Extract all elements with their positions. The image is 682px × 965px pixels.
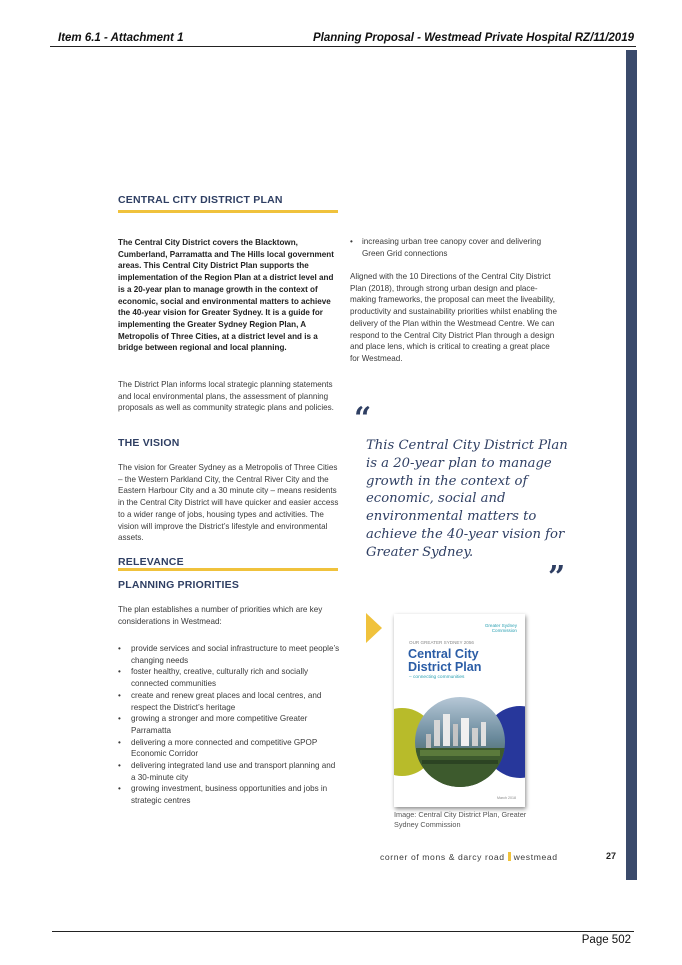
- header-attachment-label: Item 6.1 - Attachment 1: [58, 32, 184, 44]
- list-item: • growing a stronger and more competitive Greater Parramatta: [118, 713, 340, 736]
- list-item: • growing investment, business opportunities and jobs in strategic centres: [118, 783, 340, 806]
- footer-divider: [52, 931, 634, 932]
- right-bullet-list: [350, 236, 558, 259]
- footer-tag-left: corner of mons & darcy road: [380, 852, 505, 862]
- open-quote-icon: “: [354, 401, 372, 436]
- list-item: • delivering integrated land use and transport planning and a 30-minute city: [118, 760, 340, 783]
- image-caption: Image: Central City District Plan, Greater Sydney Commission: [394, 810, 527, 829]
- section-heading-district-plan: CENTRAL CITY DISTRICT PLAN: [118, 194, 283, 206]
- list-item: • provide services and social infrastructure to meet people’s changing needs: [118, 643, 340, 666]
- relevance-underline: [118, 568, 338, 571]
- list-item: • increasing urban tree canopy cover and delivering Green Grid connections: [350, 236, 558, 259]
- list-item: • foster healthy, creative, culturally rich and socially connected communities: [118, 666, 340, 689]
- document-page-number: 27: [606, 851, 617, 861]
- plan-cover-image: [394, 614, 525, 807]
- alignment-paragraph: Aligned with the 10 Directions of the Central City District Plan (2018), through strong urban design and place-making frameworks, the proposal can meet the liveability, productivity and sustainability priorities whilst enabling the delivery of the Plan within the Westmead Centre. We can respond to the Central City District Plan through a design and place lens, which is critical to creating a great place for Westmead.: [350, 272, 557, 363]
- list-item: • create and renew great places and local centres, and respect the District’s heritage: [118, 690, 340, 713]
- footer-project-tag: [380, 852, 558, 862]
- intro-bold-paragraph: The Central City District covers the Blacktown, Cumberland, Parramatta and The Hills local government areas. This Central City District Plan supports the implementation of the Region Plan at a district level and is a 20-year plan to manage growth in the context of economic, social and environmental matters to achieve the 40-year vision for Greater Sydney. It is a guide for implementing the Greater Sydney Region Plan, A Metropolis of Three Cities, at a district level and is a bridge between regional and local planning.: [118, 238, 334, 353]
- list-item: • delivering a more connected and competitive GPOP Economic Corridor: [118, 737, 340, 760]
- intro-paragraph: The District Plan informs local strategic planning statements and local environmental plans, the assessment of planning proposals as well as community strategic plans and policies.: [118, 380, 334, 413]
- cover-title: Central City District Plan: [408, 647, 482, 674]
- vision-paragraph: The vision for Greater Sydney as a Metropolis of Three Cities – the Western Parkland City, the Central River City and the Eastern Harbour City and a 30 minute city – means residents in the Central City District will have quicker and easier access to a wider range of jobs, housing types and activities. The vision will improve the District’s lifestyle and environmental assets.: [118, 463, 339, 543]
- side-accent-bar: [626, 50, 637, 880]
- pull-quote: This Central City District Plan is a 20-year plan to manage growth in the context of economic, social and environmental matters to achieve the 40-year vision for Greater Sydney.: [366, 438, 568, 560]
- section-heading-vision: THE VISION: [118, 437, 180, 449]
- cover-subtitle: OUR GREATER SYDNEY 2056: [409, 640, 474, 645]
- cover-date: March 2018: [497, 796, 516, 800]
- header-document-title: Planning Proposal - Westmead Private Hospital RZ/11/2019: [312, 32, 634, 44]
- page-label: Page 502: [581, 934, 631, 946]
- close-quote-icon: ”: [548, 560, 566, 595]
- priorities-list: [118, 643, 340, 807]
- heading-underline: [118, 210, 338, 213]
- header-divider: [50, 46, 636, 47]
- pointer-arrow-icon: [366, 613, 382, 643]
- footer-tag-separator: [508, 852, 511, 861]
- cover-tagline: – connecting communities: [409, 675, 465, 680]
- section-heading-relevance: RELEVANCE: [118, 556, 184, 568]
- priorities-intro: The plan establishes a number of priorities which are key considerations in Westmead:: [118, 605, 323, 626]
- cover-org-logo: Greater Sydney Commission: [484, 623, 517, 634]
- footer-tag-right: westmead: [513, 852, 558, 862]
- cover-artwork: [394, 690, 525, 807]
- section-heading-priorities: PLANNING PRIORITIES: [118, 579, 240, 591]
- cover-city-photo: [414, 696, 506, 788]
